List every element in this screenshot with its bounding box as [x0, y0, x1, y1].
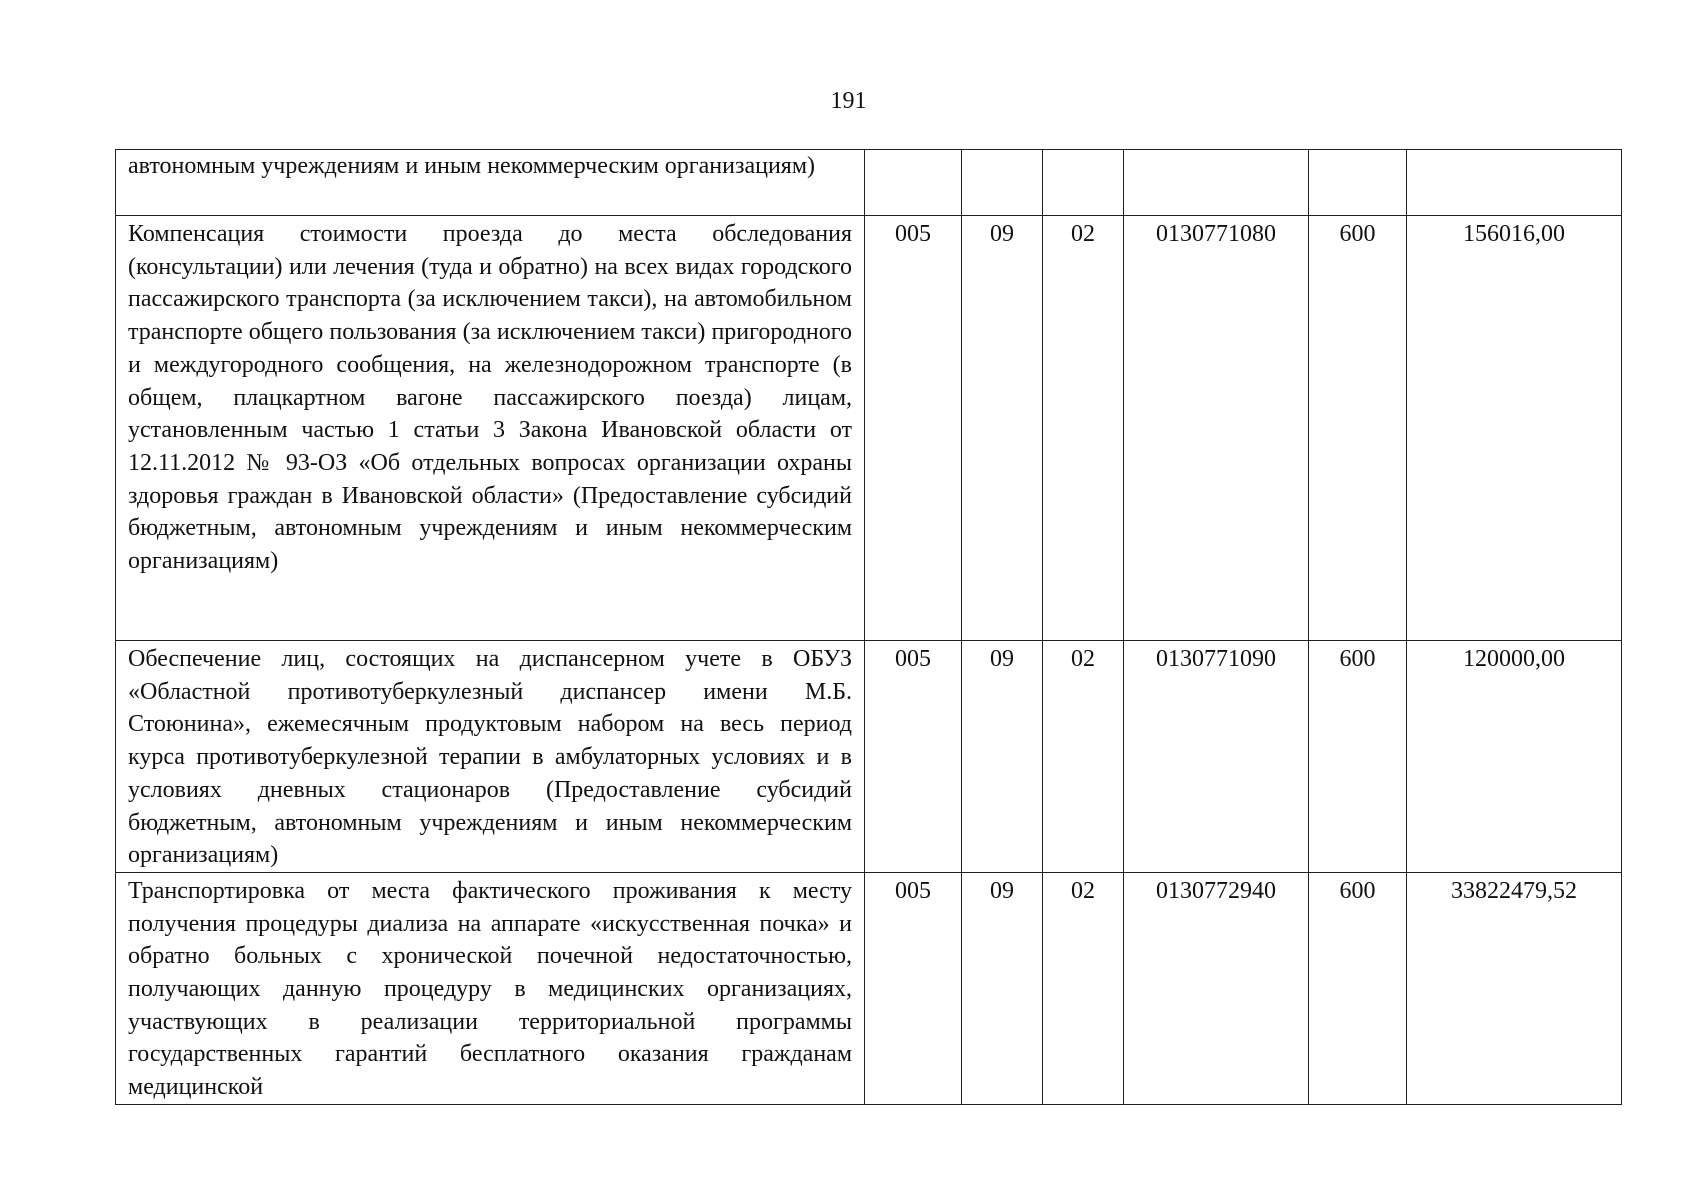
amount: 156016,00 — [1407, 216, 1622, 641]
budget-table — [115, 149, 1622, 1105]
amount: 33822479,52 — [1407, 872, 1622, 1104]
target-article-code — [1124, 150, 1309, 216]
table-row — [116, 872, 1622, 1104]
amount: 120000,00 — [1407, 641, 1622, 873]
section-code: 09 — [962, 216, 1043, 641]
row-description: Компенсация стоимости проезда до места обследования (консультации) или лечения (туда и обратно) на всех видах городского пассажирского транспорта (за исключением такси), на автомобильном транспорте общего пользования (за исключением такси) пригородного и междугородного сообщения, на железнодорожном транспорте (в общем, плацкартном вагоне пассажирского поезда) лицам, установленным частью 1 статьи 3 Закона Ивановской области от 12.11.2012 № 93-ОЗ «Об отдельных вопросах организации охраны здоровья граждан в Ивановской области» (Предоставление субсидий бюджетным, автономным учреждениям и иным некоммерческим организациям) — [116, 216, 865, 641]
table-row — [116, 150, 1622, 216]
ministry-code: 005 — [865, 216, 962, 641]
expense-type-code: 600 — [1309, 872, 1407, 1104]
section-code: 09 — [962, 872, 1043, 1104]
subsection-code: 02 — [1043, 216, 1124, 641]
expense-type-code: 600 — [1309, 641, 1407, 873]
section-code: 09 — [962, 641, 1043, 873]
subsection-code — [1043, 150, 1124, 216]
expense-type-code: 600 — [1309, 216, 1407, 641]
target-article-code: 0130772940 — [1124, 872, 1309, 1104]
ministry-code: 005 — [865, 872, 962, 1104]
target-article-code: 0130771090 — [1124, 641, 1309, 873]
row-description: автономным учреждениям и иным некоммерческим организациям) — [116, 150, 865, 216]
ministry-code — [865, 150, 962, 216]
row-description: Транспортировка от места фактического проживания к месту получения процедуры диализа на аппарате «искусственная почка» и обратно больных с хронической почечной недостаточностью, получающих данную процедуру в медицинских организациях, участвующих в реализации территориальной программы государственных гарантий бесплатного оказания гражданам медицинской — [116, 872, 865, 1104]
subsection-code: 02 — [1043, 641, 1124, 873]
target-article-code: 0130771080 — [1124, 216, 1309, 641]
page-number: 191 — [830, 88, 867, 114]
subsection-code: 02 — [1043, 872, 1124, 1104]
table-row — [116, 641, 1622, 873]
ministry-code: 005 — [865, 641, 962, 873]
row-description: Обеспечение лиц, состоящих на диспансерном учете в ОБУЗ «Областной противотуберкулезный диспансер имени М.Б. Стоюнина», ежемесячным продуктовым набором на весь период курса противотуберкулезной терапии в амбулаторных условиях и в условиях дневных стационаров (Предоставление субсидий бюджетным, автономным учреждениям и иным некоммерческим организациям) — [116, 641, 865, 873]
expense-type-code — [1309, 150, 1407, 216]
table-row — [116, 216, 1622, 641]
section-code — [962, 150, 1043, 216]
amount — [1407, 150, 1622, 216]
